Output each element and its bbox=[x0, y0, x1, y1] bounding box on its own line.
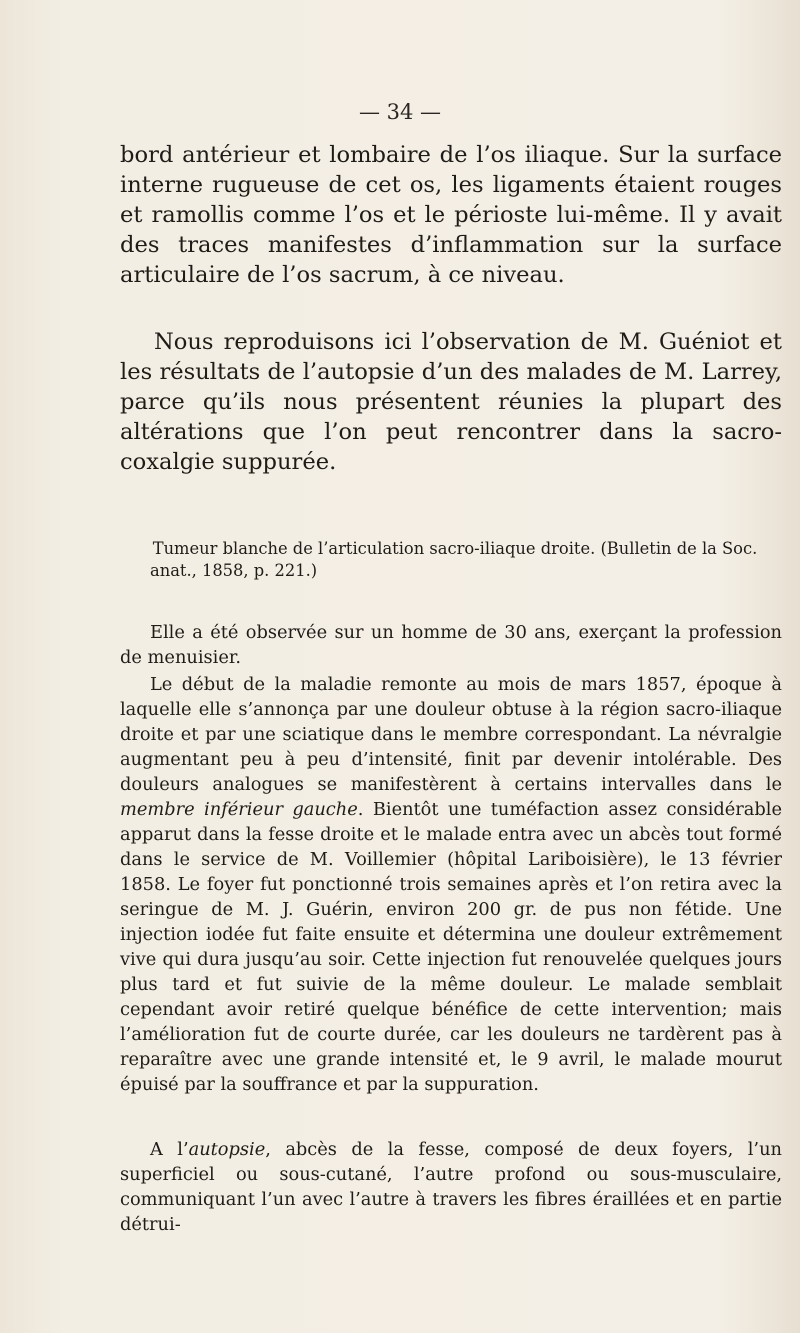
observation-caption: Tumeur blanche de l’articulation sacro-iliaque droite. (Bulletin de la Soc. anat., 1858, p. 221.) bbox=[150, 539, 758, 580]
paragraph-text: Elle a été observée sur un homme de 30 ans, exerçant la profession de menuisier. bbox=[120, 622, 782, 668]
history-text-end: . Bientôt une tuméfaction assez considérable apparut dans la fesse droite et le malade entra avec un abcès tout formé dans le service de M. Voillemier (hôpital Lariboisière), le 13 février 1858. Le foyer fut ponctionné trois semaines après et l’on retira avec la seringue de M. J. Guérin, environ 200 gr. de pus non fétide. Une injection iodée fut faite ensuite et détermina une douleur extrêmement vive qui dura jusqu’au soir. Cette injection fut renouvelée quelques jours plus tard et fut suivie de la même douleur. Le malade semblait cependant avoir retiré quelque bénéfice de cette intervention; mais l’amélioration fut de courte durée, car les douleurs ne tardèrent pas à reparaître avec une grande intensité et, le 9 avril, le malade mourut épuisé par la souffrance et par la suppuration. bbox=[120, 799, 782, 1095]
paragraph-text bbox=[120, 1137, 782, 1237]
autopsy-text-start: A l’ bbox=[150, 1139, 189, 1160]
paragraph-patient bbox=[120, 620, 782, 670]
history-text-start: Le début de la maladie remonte au mois de mars 1857, époque à laquelle elle s’annonça par une douleur obtuse à la région sacro-iliaque droite et par une sciatique dans le membre correspondant. La névralgie augmentant peu à peu d’intensité, finit par devenir intolérable. Des douleurs analogues se manifestèrent à certains intervalles dans le bbox=[120, 674, 782, 795]
page-number: — 34 — bbox=[358, 100, 442, 124]
paragraph-introduction bbox=[120, 327, 782, 477]
paragraph-continuation bbox=[120, 140, 782, 290]
paragraph-text: bord antérieur et lombaire de l’os iliaque. Sur la surface interne rugueuse de cet os, les ligaments étaient rouges et ramollis comme l’os et le périoste lui-même. Il y avait des traces manifestes d’inflammation sur la surface articulaire de l’os sacrum, à ce niveau. bbox=[120, 142, 782, 288]
observation-heading bbox=[150, 538, 760, 582]
autopsy-text-end: , abcès de la fesse, composé de deux foyers, l’un superficiel ou sous-cutané, l’autre profond ou sous-musculaire, communiquant l’un avec l’autre à travers les fibres éraillées et en partie détrui- bbox=[120, 1139, 782, 1235]
paragraph-text: Nous reproduisons ici l’observation de M. Guéniot et les résultats de l’autopsie d’un des malades de M. Larrey, parce qu’ils nous présentent réunies la plupart des altérations que l’on peut rencontrer dans la sacro-coxalgie suppurée. bbox=[120, 329, 782, 475]
italic-phrase: membre inférieur gauche bbox=[120, 799, 358, 820]
paragraph-text bbox=[120, 672, 782, 1097]
paragraph-autopsy bbox=[120, 1137, 782, 1237]
paragraph-history bbox=[120, 672, 782, 1097]
italic-word: autopsie bbox=[188, 1139, 266, 1160]
